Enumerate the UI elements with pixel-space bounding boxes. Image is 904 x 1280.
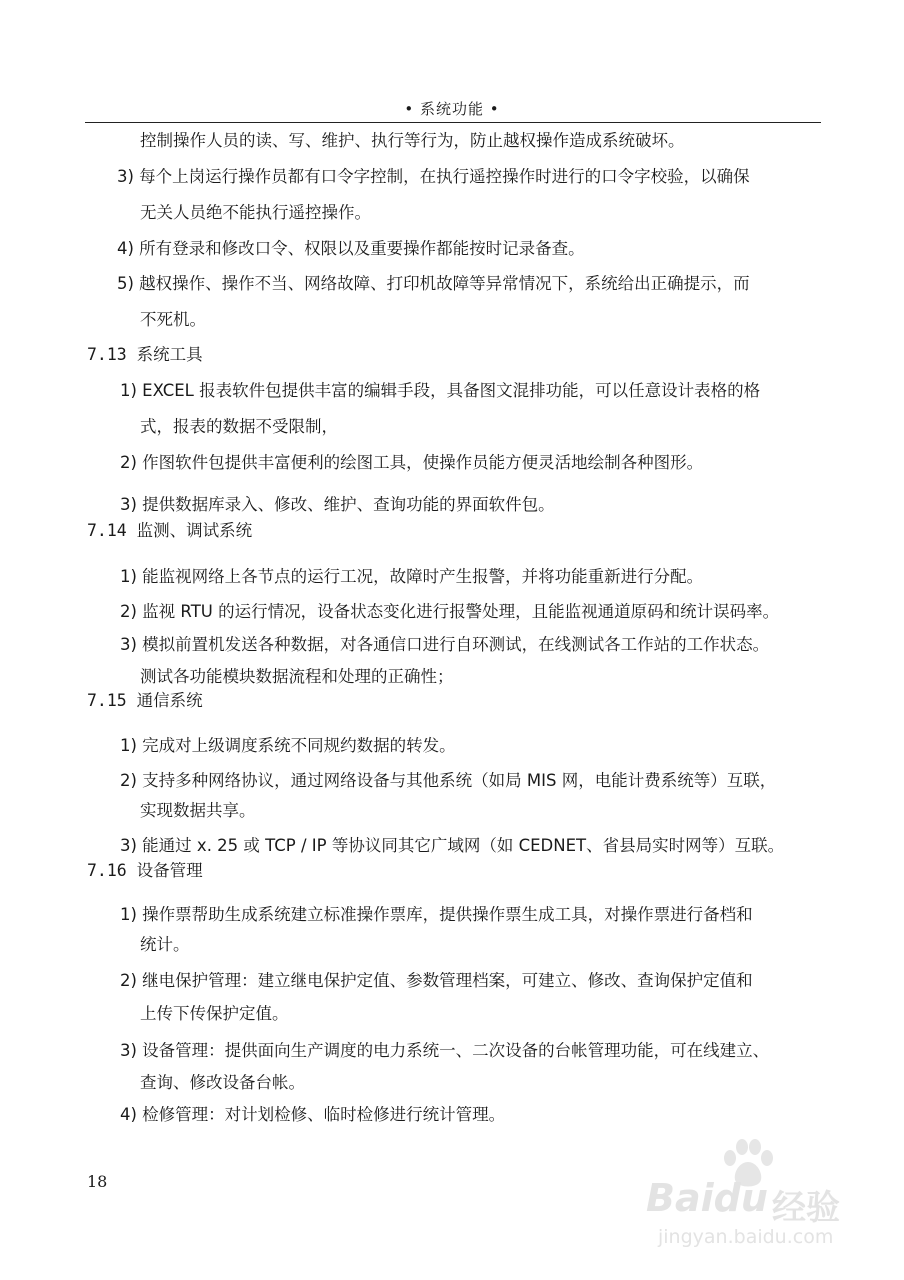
- text-line: 4) 所有登录和修改口令、权限以及重要操作都能按时记录备查。: [117, 239, 585, 258]
- section-heading: 7.13 系统工具: [87, 345, 203, 364]
- text-line: 控制操作人员的读、写、维护、执行等行为，防止越权操作造成系统破坏。: [140, 131, 685, 150]
- text-line: 3) 设备管理：提供面向生产调度的电力系统一、二次设备的台帐管理功能，可在线建立、: [120, 1041, 770, 1060]
- text-line: 4) 检修管理：对计划检修、临时检修进行统计管理。: [120, 1105, 506, 1124]
- section-heading: 7.14 监测、调试系统: [87, 521, 253, 540]
- text-line: 2) 监视 RTU 的运行情况，设备状态变化进行报警处理，且能监视通道原码和统计误码率。: [120, 602, 780, 621]
- text-line: 3) 每个上岗运行操作员都有口令字控制，在执行遥控操作时进行的口令字校验，以确保: [117, 167, 750, 186]
- text-line: 无关人员绝不能执行遥控操作。: [140, 203, 371, 222]
- watermark-brand: Baidu: [646, 1176, 768, 1220]
- running-header: • 系统功能 •: [404, 100, 500, 118]
- text-line: 3) 模拟前置机发送各种数据，对各通信口进行自环测试，在线测试各工作站的工作状态。: [120, 635, 770, 654]
- text-line: 3) 能通过 x. 25 或 TCP / IP 等协议同其它广域网（如 CEDNET、省县局实时网等）互联。: [120, 836, 785, 855]
- text-line: 实现数据共享。: [140, 801, 256, 820]
- text-line: 上传下传保护定值。: [140, 1004, 289, 1023]
- text-line: 统计。: [140, 935, 190, 954]
- text-line: 1) 完成对上级调度系统不同规约数据的转发。: [120, 736, 456, 755]
- text-line: 查询、修改设备台帐。: [140, 1073, 305, 1092]
- watermark-url: jingyan.baidu.com: [658, 1226, 834, 1248]
- text-line: 不死机。: [140, 310, 206, 329]
- text-line: 2) 继电保护管理：建立继电保护定值、参数管理档案，可建立、修改、查询保护定值和: [120, 971, 753, 990]
- text-line: 1) EXCEL 报表软件包提供丰富的编辑手段，具备图文混排功能，可以任意设计表格的格: [120, 381, 761, 400]
- text-line: 2) 支持多种网络协议，通过网络设备与其他系统（如局 MIS 网，电能计费系统等）互联，: [120, 771, 777, 790]
- section-heading: 7.15 通信系统: [87, 691, 203, 710]
- text-line: 5) 越权操作、操作不当、网络故障、打印机故障等异常情况下，系统给出正确提示，而: [117, 274, 750, 293]
- page-number: 18: [87, 1172, 108, 1191]
- text-line: 2) 作图软件包提供丰富便利的绘图工具，使操作员能方便灵活地绘制各种图形。: [120, 453, 704, 472]
- section-heading: 7.16 设备管理: [87, 861, 203, 880]
- text-line: 1) 能监视网络上各节点的运行工况，故障时产生报警，并将功能重新进行分配。: [120, 567, 704, 586]
- text-line: 1) 操作票帮助生成系统建立标准操作票库，提供操作票生成工具，对操作票进行备档和: [120, 905, 753, 924]
- text-line: 式，报表的数据不受限制，: [140, 417, 338, 436]
- text-line: 3) 提供数据库录入、修改、维护、查询功能的界面软件包。: [120, 495, 555, 514]
- watermark-cn: 经验: [772, 1188, 840, 1228]
- text-line: 测试各功能模块数据流程和处理的正确性；: [140, 667, 454, 686]
- baidu-watermark: [640, 1138, 880, 1258]
- header-rule: [85, 122, 821, 123]
